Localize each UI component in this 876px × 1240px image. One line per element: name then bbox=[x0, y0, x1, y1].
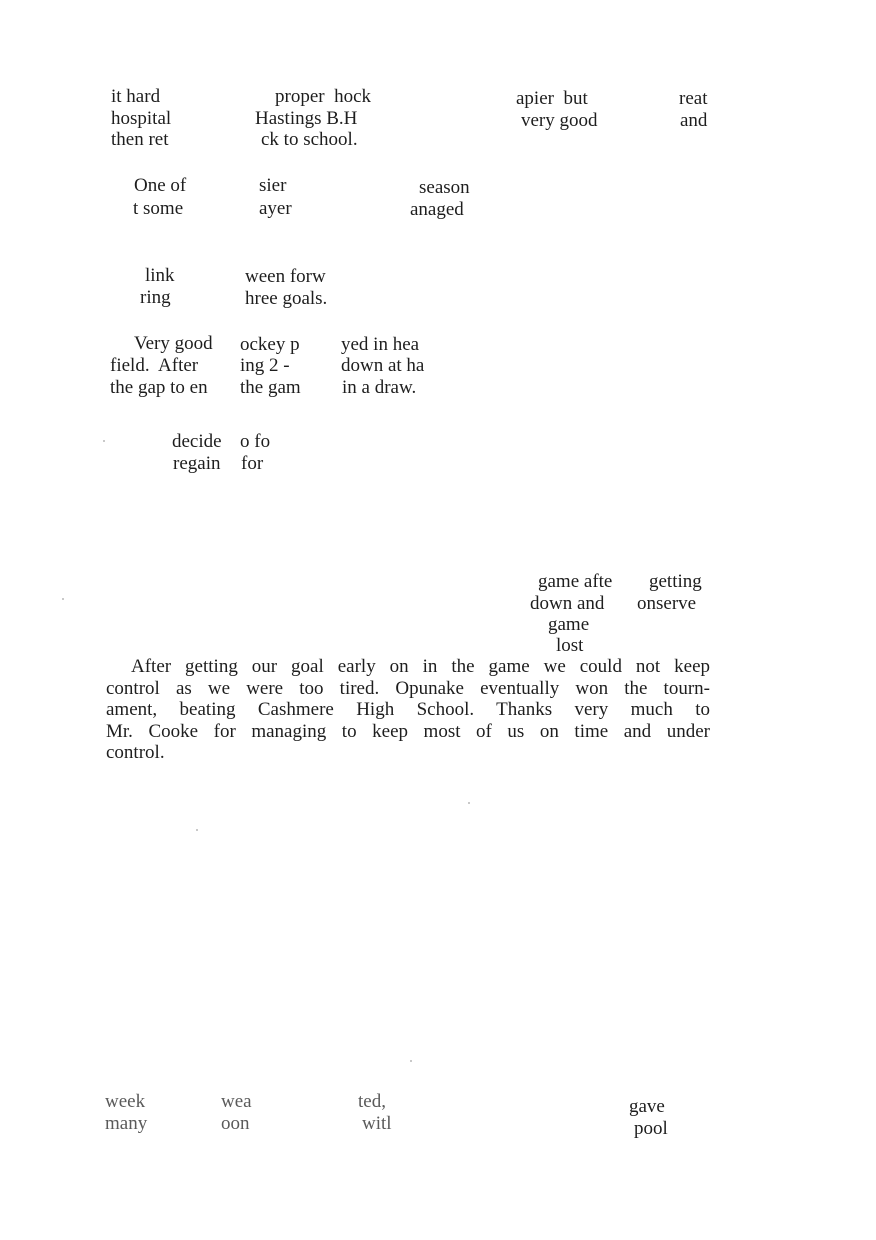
text-fragment: game bbox=[548, 614, 590, 635]
text-fragment: the gap to en bbox=[110, 377, 208, 398]
text-fragment: decide bbox=[172, 431, 222, 452]
text-fragment: yed in hea bbox=[341, 334, 420, 355]
text-fragment: ted, bbox=[358, 1091, 386, 1112]
text-fragment: for bbox=[241, 453, 264, 474]
text-fragment: down at ha bbox=[341, 355, 425, 376]
paragraph-line: control. bbox=[106, 742, 165, 763]
text-fragment: proper hock bbox=[275, 86, 372, 107]
text-fragment: lost bbox=[556, 635, 584, 656]
text-fragment: reat bbox=[679, 88, 708, 109]
text-fragment: ing 2 - bbox=[240, 355, 290, 376]
paragraph-line: After getting our goal early on in the game we could not keep bbox=[131, 656, 710, 677]
text-fragment: then ret bbox=[111, 129, 169, 150]
text-fragment: it hard bbox=[111, 86, 161, 107]
text-fragment: ween forw bbox=[245, 266, 326, 287]
paragraph-line: control as we were too tired. Opunake eventually won the tourn- bbox=[106, 677, 710, 699]
text-fragment: getting bbox=[649, 571, 702, 592]
text-fragment: many bbox=[105, 1113, 148, 1134]
text-fragment: ayer bbox=[259, 198, 292, 219]
text-fragment: wea bbox=[221, 1091, 252, 1112]
scan-speck bbox=[196, 829, 198, 831]
text-fragment: Hastings B.H bbox=[255, 108, 358, 129]
scan-speck bbox=[62, 598, 64, 600]
scan-speck bbox=[410, 1060, 412, 1062]
text-fragment: hospital bbox=[111, 108, 172, 129]
paragraph-line: Mr. Cooke for managing to keep most of us on time and under bbox=[106, 720, 710, 742]
text-fragment: sier bbox=[259, 175, 287, 196]
text-fragment: and bbox=[680, 110, 708, 131]
text-fragment: field. After bbox=[110, 355, 199, 376]
text-fragment: very good bbox=[521, 110, 598, 131]
text-fragment: ck to school. bbox=[261, 129, 358, 150]
text-fragment: oon bbox=[221, 1113, 250, 1134]
text-fragment: t some bbox=[133, 198, 184, 219]
text-fragment: witl bbox=[362, 1113, 392, 1134]
text-fragment: hree goals. bbox=[245, 288, 328, 309]
text-fragment: ockey p bbox=[240, 334, 300, 355]
text-fragment: apier but bbox=[516, 88, 588, 109]
text-fragment: down and bbox=[530, 593, 605, 614]
text-fragment: the gam bbox=[240, 377, 301, 398]
text-fragment: anaged bbox=[410, 199, 464, 220]
text-fragment: gave bbox=[629, 1096, 665, 1117]
text-fragment: Very good bbox=[134, 333, 213, 354]
text-fragment: game afte bbox=[538, 571, 613, 592]
paragraph-line: ament, beating Cashmere High School. Thanks very much to bbox=[106, 699, 710, 720]
text-fragment: in a draw. bbox=[342, 377, 417, 398]
text-fragment: o fo bbox=[240, 431, 271, 452]
scan-speck bbox=[468, 802, 470, 804]
text-fragment: regain bbox=[173, 453, 221, 474]
text-fragment: week bbox=[105, 1091, 146, 1112]
scan-speck bbox=[103, 440, 105, 442]
text-fragment: pool bbox=[634, 1118, 668, 1139]
text-fragment: onserve bbox=[637, 593, 697, 614]
text-fragment: season bbox=[419, 177, 470, 198]
text-fragment: ring bbox=[140, 287, 171, 308]
text-fragment: link bbox=[145, 265, 175, 286]
body-paragraph bbox=[106, 656, 710, 764]
text-fragment: One of bbox=[134, 175, 187, 196]
